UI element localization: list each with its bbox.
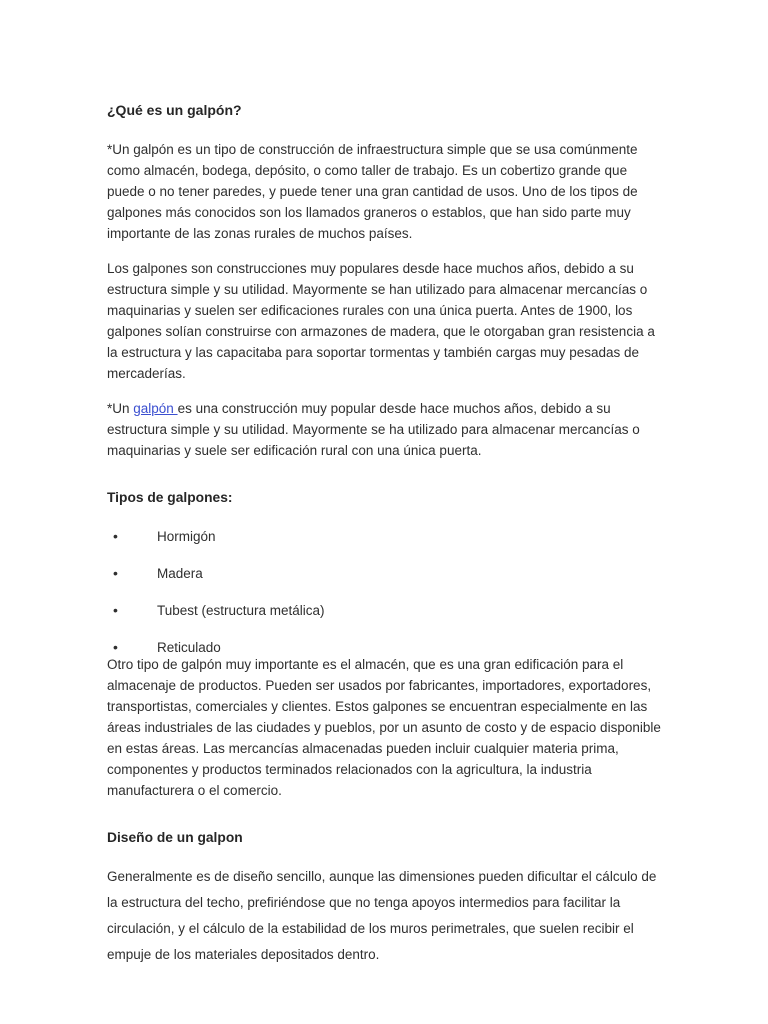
paragraph-link-rest: es una construcción muy popular desde hace muchos años, debido a su estructura simple y su utilidad. Mayormente se ha utilizado para almacenar mercancías o maquinarias y suele ser edificación rural con una única puerta. — [107, 401, 640, 458]
galpon-types-list — [107, 526, 663, 658]
list-item-reticulado — [107, 637, 663, 658]
list-item-label: Madera — [157, 566, 203, 581]
heading-diseno-de-un-galpon: Diseño de un galpon — [107, 830, 243, 845]
document-content — [107, 100, 663, 968]
list-item-hormigon — [107, 526, 663, 547]
paragraph-with-link — [107, 398, 663, 461]
paragraph-diseno: Generalmente es de diseño sencillo, aunque las dimensiones pueden dificultar el cálculo de la estructura del techo, prefiriéndose que no tenga apoyos intermedios para facilitar la circulación, y el cálculo de la estabilidad de los muros perimetrales, que suelen recibir el empuje de los materiales depositados dentro. — [107, 869, 657, 962]
galpon-link[interactable]: galpón — [133, 401, 178, 416]
bullet-icon: • — [113, 639, 118, 655]
paragraph-almacen: Otro tipo de galpón muy importante es el almacén, que es una gran edificación para el almacenaje de productos. Pueden ser usados por fabricantes, importadores, exportadores, transportistas, comerciales y clientes. Estos galpones se encuentran especialmente en las áreas industriales de las ciudades y pueblos, por un asunto de costo y de espacio disponible en estas áreas. Las mercancías almacenadas pueden incluir cualquier materia prima, componentes y productos terminados relacionados con la agricultura, la industria manufacturera o el comercio. — [107, 657, 661, 798]
list-item-label: Hormigón — [157, 529, 216, 544]
heading-tipos-de-galpones: Tipos de galpones: — [107, 490, 233, 505]
bullet-icon: • — [113, 528, 118, 544]
bullet-icon: • — [113, 602, 118, 618]
list-item-madera — [107, 563, 663, 584]
paragraph-history: Los galpones son construcciones muy populares desde hace muchos años, debido a su estructura simple y su utilidad. Mayormente se han utilizado para almacenar mercancías o maquinarias y suelen ser edificaciones rurales con una única puerta. Antes de 1900, los galpones solían construirse con armazones de madera, que le otorgaban gran resistencia a la estructura y las capacitaba para soportar tormentas y también cargas muy pesadas de mercaderías. — [107, 261, 655, 381]
list-item-label: Reticulado — [157, 640, 221, 655]
list-item-tubest — [107, 600, 663, 621]
document-title: ¿Qué es un galpón? — [107, 102, 242, 118]
list-item-label: Tubest (estructura metálica) — [157, 603, 325, 618]
paragraph-link-prefix: *Un — [107, 401, 134, 416]
bullet-icon: • — [113, 565, 118, 581]
paragraph-what-is-galpon: *Un galpón es un tipo de construcción de infraestructura simple que se usa comúnmente como almacén, bodega, depósito, o como taller de trabajo. Es un cobertizo grande que puede o no tener paredes, y puede tener una gran cantidad de usos. Uno de los tipos de galpones más conocidos son los llamados graneros o establos, que han sido parte muy importante de las zonas rurales de muchos países. — [107, 142, 638, 241]
